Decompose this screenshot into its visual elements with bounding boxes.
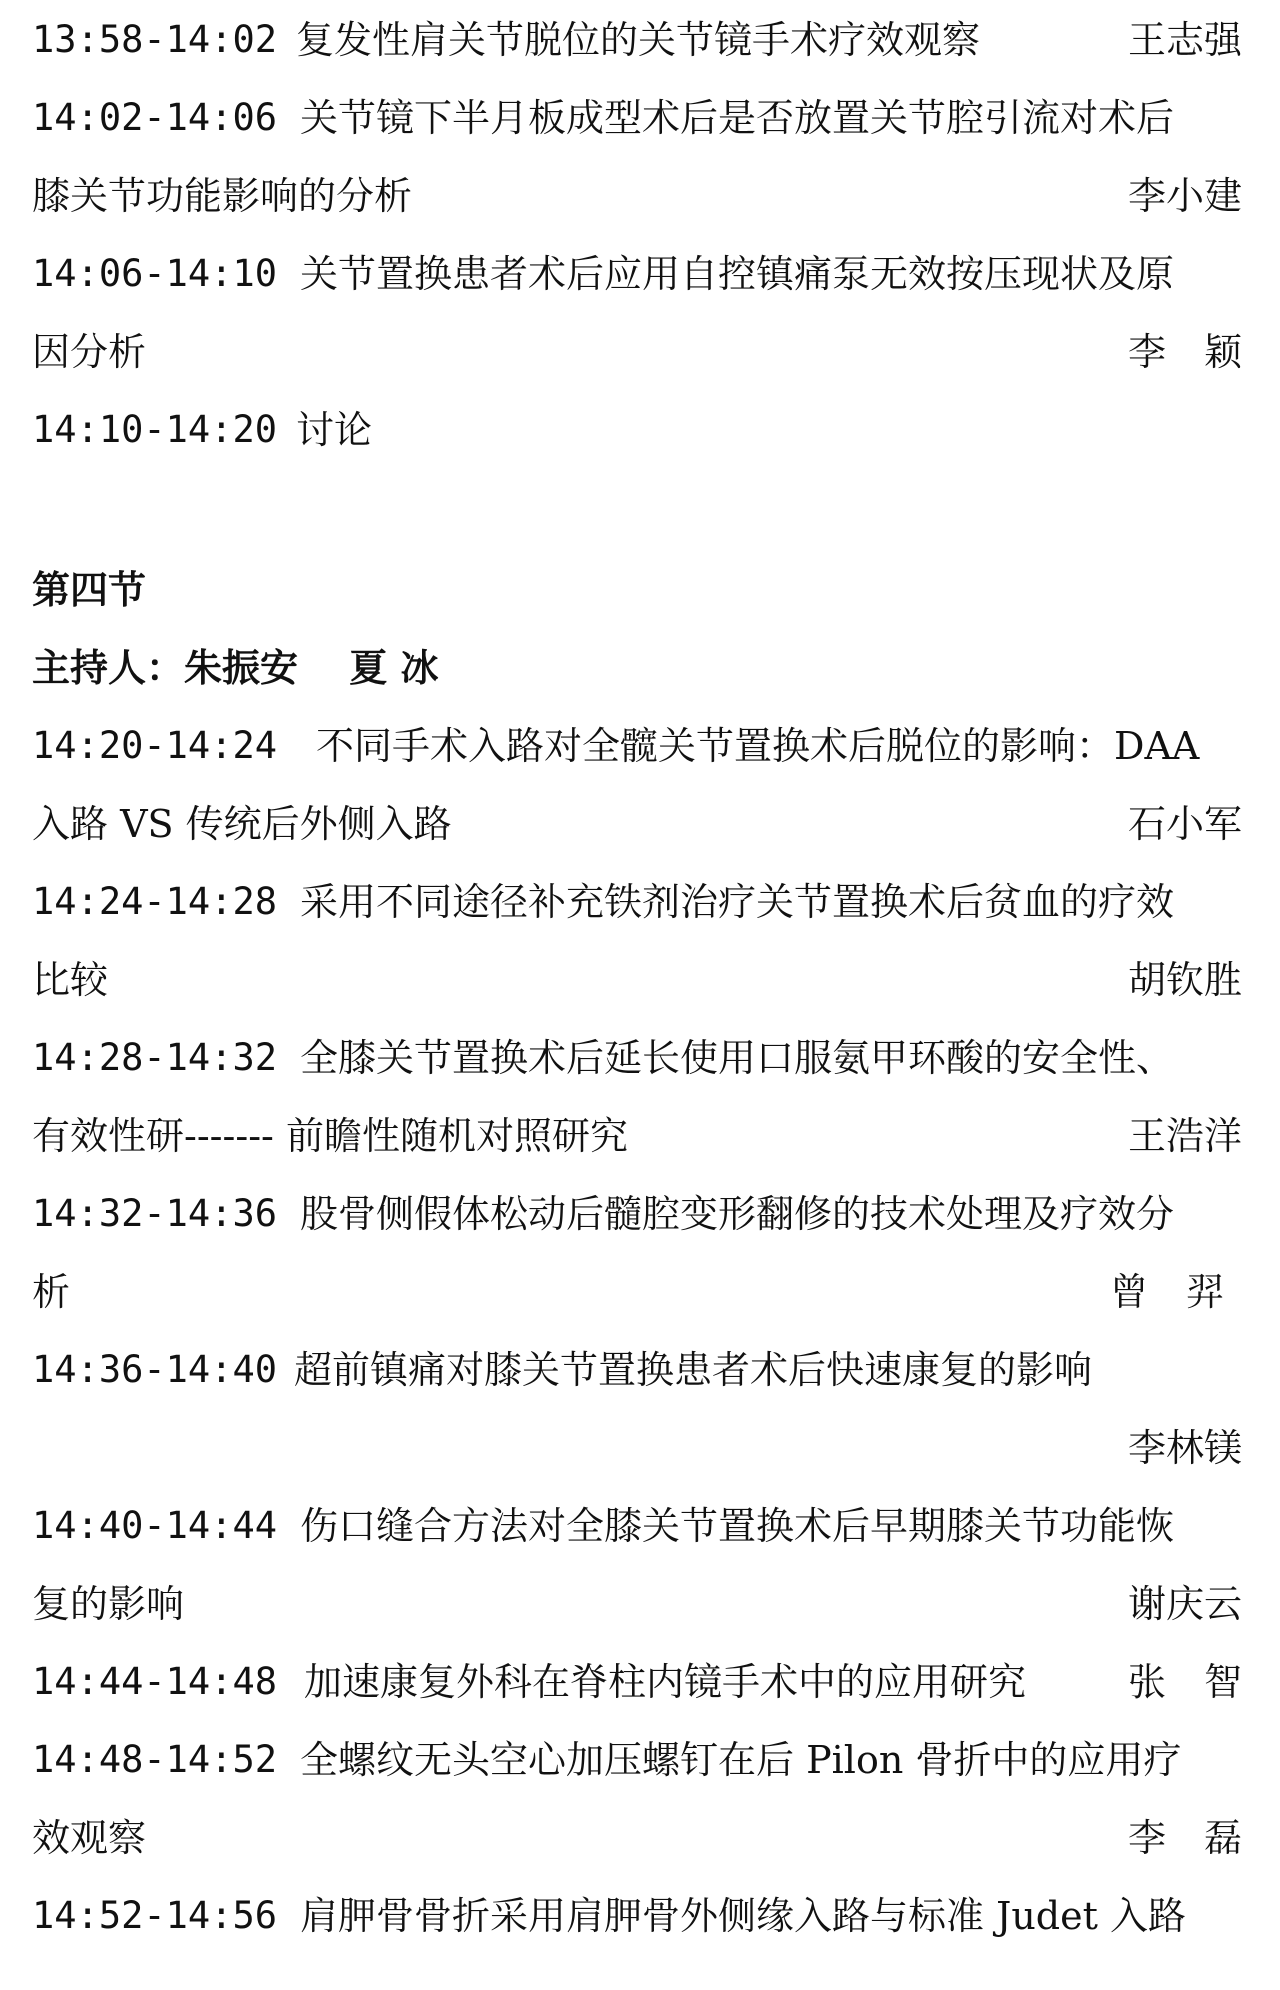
entry-title-continued: 比较 — [32, 958, 109, 1002]
schedule-entry — [32, 1028, 1242, 1088]
schedule-entry — [32, 872, 1242, 932]
schedule-entry — [32, 1886, 1242, 1946]
schedule-entry-continuation — [32, 950, 1242, 1010]
entry-title: 伤口缝合方法对全膝关节置换术后早期膝关节功能恢 — [300, 1504, 1175, 1548]
entry-title-continued: 析 — [32, 1270, 71, 1314]
section-heading: 第四节 — [32, 568, 147, 612]
entry-time: 13:58-14:02 — [32, 18, 278, 61]
entry-title-continued: 复的影响 — [32, 1582, 185, 1626]
entry-time: 14:02-14:06 — [32, 96, 278, 139]
entry-speaker: 王志强 — [1127, 18, 1242, 62]
entry-title-continued: 有效性研------- 前瞻性随机对照研究 — [32, 1114, 628, 1158]
entry-title-continued: 入路 VS 传统后外侧入路 — [32, 802, 452, 846]
entry-title: 加速康复外科在脊柱内镜手术中的应用研究 — [304, 1660, 1027, 1704]
entry-speaker: 李小建 — [1127, 174, 1242, 218]
entry-time: 14:40-14:44 — [32, 1504, 278, 1547]
entry-time: 14:24-14:28 — [32, 880, 278, 923]
entry-title: 全膝关节置换术后延长使用口服氨甲环酸的安全性、 — [300, 1036, 1175, 1080]
entry-time: 14:48-14:52 — [32, 1738, 278, 1781]
schedule-entry — [32, 1184, 1242, 1244]
schedule-entry-continuation — [32, 1418, 1242, 1478]
entry-title: 不同手术入路对全髋关节置换术后脱位的影响：DAA — [316, 724, 1200, 768]
schedule-entry-continuation — [32, 794, 1242, 854]
schedule-entry — [32, 1496, 1242, 1556]
schedule-entry — [32, 400, 1242, 460]
entry-speaker: 李 颖 — [1127, 330, 1242, 374]
entry-time: 14:52-14:56 — [32, 1894, 278, 1937]
entry-title: 股骨侧假体松动后髓腔变形翻修的技术处理及疗效分 — [300, 1192, 1175, 1236]
entry-speaker: 李 磊 — [1127, 1816, 1242, 1860]
schedule-entry-continuation — [32, 1574, 1242, 1634]
entry-time: 14:10-14:20 — [32, 408, 278, 451]
entry-time: 14:36-14:40 — [32, 1348, 278, 1391]
entry-time: 14:44-14:48 — [32, 1660, 278, 1703]
entry-title: 超前镇痛对膝关节置换患者术后快速康复的影响 — [294, 1348, 1093, 1392]
entry-title-continued: 因分析 — [32, 330, 147, 374]
entry-title: 关节置换患者术后应用自控镇痛泵无效按压现状及原 — [300, 252, 1175, 296]
entry-time: 14:20-14:24 — [32, 724, 278, 767]
schedule-entry-continuation — [32, 322, 1242, 382]
schedule-entry — [32, 244, 1242, 304]
schedule-entry — [32, 10, 1242, 70]
schedule-entry — [32, 1730, 1242, 1790]
schedule-entry — [32, 88, 1242, 148]
schedule-entry-continuation — [32, 166, 1242, 226]
schedule-entry-continuation — [32, 1262, 1242, 1322]
entry-title: 全螺纹无头空心加压螺钉在后 Pilon 骨折中的应用疗 — [300, 1738, 1182, 1782]
entry-title: 关节镜下半月板成型术后是否放置关节腔引流对术后 — [300, 96, 1175, 140]
entry-speaker: 谢庆云 — [1127, 1582, 1242, 1626]
entry-speaker: 胡钦胜 — [1127, 958, 1242, 1002]
entry-title: 采用不同途径补充铁剂治疗关节置换术后贫血的疗效 — [300, 880, 1175, 924]
entry-speaker: 石小军 — [1127, 802, 1242, 846]
schedule-entry — [32, 716, 1242, 776]
entry-title-continued: 效观察 — [32, 1816, 147, 1860]
section-hosts: 主持人：朱振安 夏 冰 — [32, 646, 439, 690]
entry-speaker: 曾 羿 — [1109, 1270, 1224, 1314]
entry-speaker: 张 智 — [1127, 1660, 1242, 1704]
schedule-entry-continuation — [32, 1106, 1242, 1166]
schedule-entry — [32, 1340, 1242, 1400]
entry-title-continued: 膝关节功能影响的分析 — [32, 174, 413, 218]
entry-title: 讨论 — [296, 408, 373, 452]
entry-title: 复发性肩关节脱位的关节镜手术疗效观察 — [296, 18, 981, 62]
schedule-entry-continuation — [32, 1808, 1242, 1868]
entry-time: 14:06-14:10 — [32, 252, 278, 295]
entry-title: 肩胛骨骨折采用肩胛骨外侧缘入路与标准 Judet 入路 — [300, 1894, 1186, 1938]
entry-speaker: 李林镁 — [1127, 1426, 1242, 1470]
entry-speaker: 王浩洋 — [1127, 1114, 1242, 1158]
schedule-entry — [32, 1652, 1242, 1712]
entry-time: 14:28-14:32 — [32, 1036, 278, 1079]
entry-time: 14:32-14:36 — [32, 1192, 278, 1235]
